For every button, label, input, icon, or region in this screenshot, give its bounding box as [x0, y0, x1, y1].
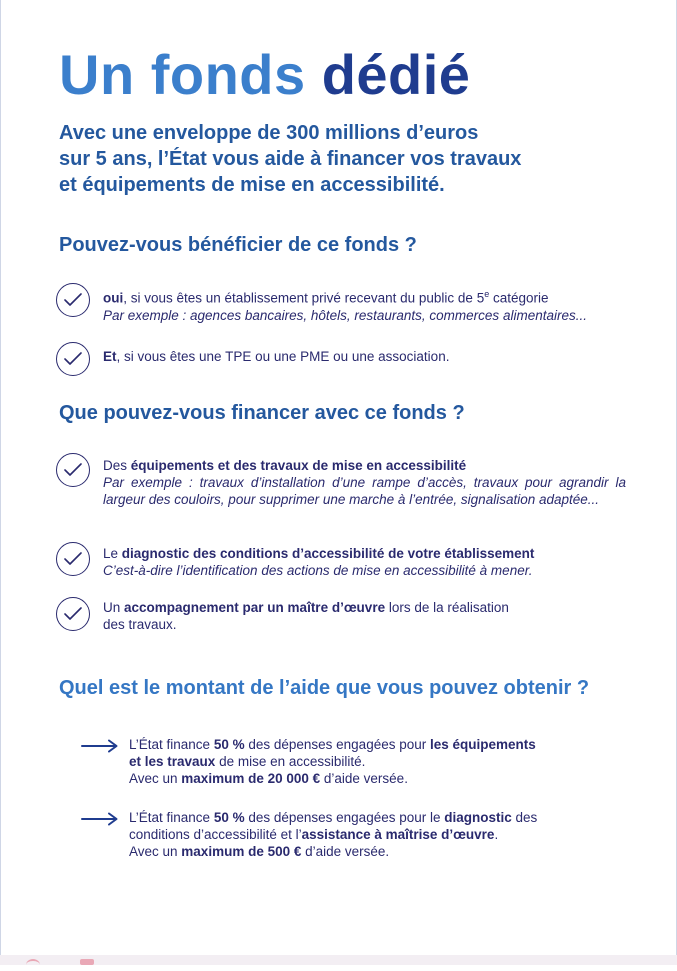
financing-item-1-text [103, 457, 626, 508]
amount-1-t2: des dépenses engagées pour [244, 737, 430, 752]
amount-1-t1: L’État finance [129, 737, 214, 752]
intro-paragraph [59, 120, 521, 198]
amount-1-t4: Avec un [129, 771, 182, 786]
amount-2-percent: 50 % [213, 810, 245, 825]
check-circle-icon [56, 453, 90, 487]
decorative-shape [26, 959, 40, 971]
check-circle-icon [56, 597, 90, 631]
eligibility-item-1-desc-end: catégorie [489, 290, 549, 306]
eligibility-item-1-bold: oui [103, 290, 124, 306]
eligibility-item-2-desc: , si vous êtes une TPE ou une PME ou une association. [116, 349, 450, 364]
amount-2-t7: d’aide versée. [301, 844, 390, 859]
financing-item-3-pre: Un [103, 600, 125, 615]
eligibility-item-1-desc: , si vous êtes un établissement privé recevant du public de 5 [123, 290, 485, 306]
amount-1-b2: les équipements [430, 737, 536, 752]
financing-item-3-line-2: des travaux. [103, 617, 177, 632]
eligibility-item-1-text [103, 286, 626, 324]
amount-1-percent: 50 % [213, 737, 245, 752]
amount-item-1-text [129, 736, 601, 787]
section-amount-title: Quel est le montant de l’aide que vous pouvez obtenir ? [59, 677, 590, 699]
amount-1-max: maximum de 20 000 € [181, 771, 321, 786]
amount-2-b2: diagnostic [444, 810, 512, 825]
check-circle-icon [56, 542, 90, 576]
financing-item-2-text [103, 545, 626, 579]
decorative-shape [80, 959, 94, 965]
next-page-edge [0, 955, 677, 965]
section-eligibility-title: Pouvez-vous bénéficier de ce fonds ? [59, 234, 417, 256]
check-circle-icon [56, 283, 90, 317]
amount-2-b3: assistance à maîtrise d’œuvre [301, 827, 495, 842]
arrow-right-icon [81, 739, 119, 753]
amount-2-t6: Avec un [129, 844, 182, 859]
financing-item-3-desc: lors de la réalisation [385, 600, 509, 615]
amount-2-max: maximum de 500 € [181, 844, 302, 859]
financing-item-2-pre: Le [103, 546, 122, 561]
amount-2-t2: des dépenses engagées pour le [244, 810, 445, 825]
amount-1-t5: d’aide versée. [320, 771, 408, 786]
eligibility-item-1-example: Par exemple : agences bancaires, hôtels, restaurants, commerces alimentaires... [103, 307, 587, 323]
eligibility-item-2-bold: Et [103, 349, 117, 364]
financing-item-1-pre: Des [103, 458, 131, 473]
section-financing-title: Que pouvez-vous financer avec ce fonds ? [59, 402, 465, 424]
title-part-2: dédié [321, 43, 471, 106]
title-part-1: Un fonds [59, 43, 322, 106]
eligibility-item-2-text [103, 348, 626, 365]
amount-2-t1: L’État finance [129, 810, 214, 825]
amount-1-b3: et les travaux [129, 754, 216, 769]
eligibility-item-1-sup: e [484, 289, 490, 299]
financing-item-3-text [103, 599, 626, 633]
amount-item-2-text [129, 809, 601, 860]
amount-2-t3: des [511, 810, 538, 825]
amount-2-t4: conditions d’accessibilité et l’ [129, 827, 302, 842]
financing-item-1-bold: équipements et des travaux de mise en accessibilité [130, 458, 467, 473]
intro-line-2: sur 5 ans, l’État vous aide à financer vos travaux [59, 148, 522, 170]
financing-item-1-example: Par exemple : travaux d’installation d’une rampe d’accès, travaux pour agrandir la largeur des couloirs, pour supprimer une marche à l’entrée, signalisation adaptée... [103, 475, 626, 507]
check-circle-icon [56, 342, 90, 376]
financing-item-2-bold: diagnostic des conditions d’accessibilité de votre établissement [121, 546, 535, 561]
amount-1-t3: de mise en accessibilité. [215, 754, 366, 769]
financing-item-3-bold: accompagnement par un maître d’œuvre [124, 600, 386, 615]
amount-2-t5: . [494, 827, 499, 842]
financing-item-2-example: C’est-à-dire l’identification des actions de mise en accessibilité à mener. [103, 563, 533, 578]
arrow-right-icon [81, 812, 119, 826]
intro-line-1: Avec une enveloppe de 300 millions d’euros [59, 122, 479, 144]
intro-line-3: et équipements de mise en accessibilité. [59, 174, 445, 196]
page-title [59, 40, 470, 110]
